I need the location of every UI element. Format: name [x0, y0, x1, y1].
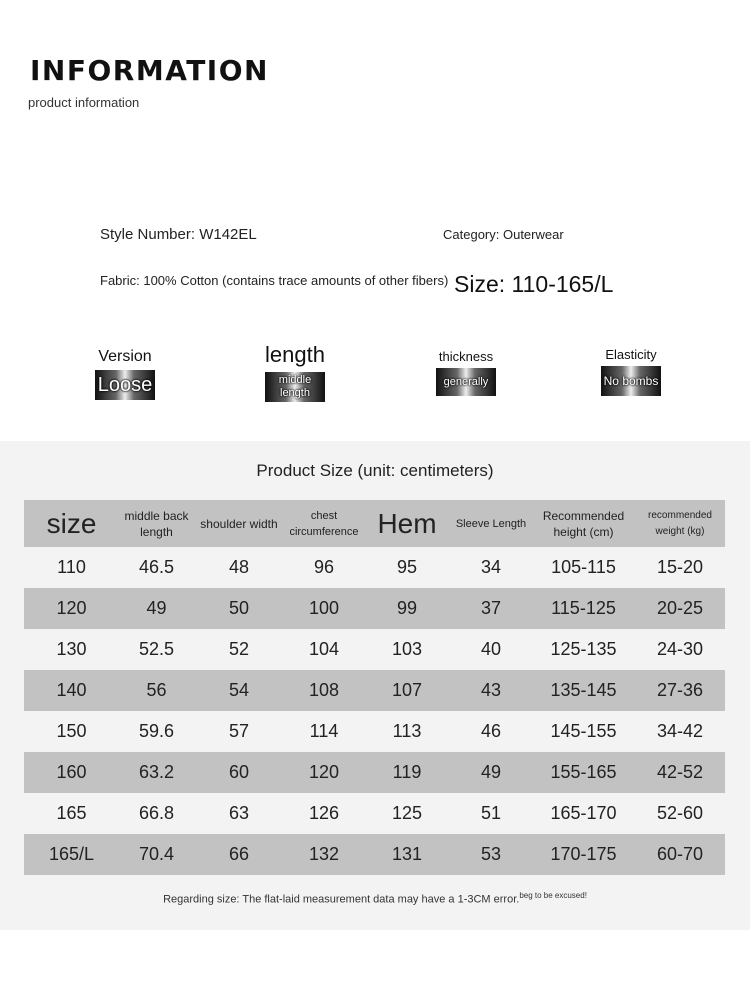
- table-cell: 53: [450, 834, 532, 875]
- table-cell: 120: [24, 588, 119, 629]
- table-cell: 110: [24, 547, 119, 588]
- table-cell: 131: [364, 834, 450, 875]
- style-number: Style Number: W142EL: [100, 226, 257, 243]
- footnote-suffix: beg to be excused!: [519, 891, 587, 900]
- table-cell: 49: [450, 752, 532, 793]
- column-header: Sleeve Length: [450, 500, 532, 547]
- table-cell: 135-145: [532, 670, 635, 711]
- column-header: shoulder width: [194, 500, 284, 547]
- table-cell: 150: [24, 711, 119, 752]
- footnote-text: Regarding size: The flat-laid measurement data may have a 1-3CM error.: [163, 893, 520, 906]
- table-cell: 115-125: [532, 588, 635, 629]
- attribute-label: Version: [98, 348, 152, 365]
- table-cell: 155-165: [532, 752, 635, 793]
- column-header: Hem: [364, 500, 450, 547]
- table-cell: 140: [24, 670, 119, 711]
- attribute-version: [65, 348, 185, 400]
- table-cell: 48: [194, 547, 284, 588]
- attribute-label: length: [265, 342, 325, 367]
- table-cell: 34-42: [635, 711, 725, 752]
- table-row: [24, 834, 725, 875]
- attribute-value: Loose: [95, 370, 155, 400]
- category: Category: Outerwear: [443, 227, 564, 242]
- table-cell: 66: [194, 834, 284, 875]
- table-cell: 99: [364, 588, 450, 629]
- table-cell: 70.4: [119, 834, 194, 875]
- table-header-row: [24, 500, 725, 547]
- size-footnote: [0, 891, 750, 906]
- table-cell: 96: [284, 547, 364, 588]
- table-cell: 170-175: [532, 834, 635, 875]
- attribute-elasticity: [571, 347, 691, 396]
- table-cell: 60-70: [635, 834, 725, 875]
- table-cell: 130: [24, 629, 119, 670]
- table-cell: 125-135: [532, 629, 635, 670]
- table-cell: 37: [450, 588, 532, 629]
- table-cell: 119: [364, 752, 450, 793]
- page-title: INFORMATION: [30, 54, 269, 87]
- table-cell: 34: [450, 547, 532, 588]
- table-cell: 46: [450, 711, 532, 752]
- table-cell: 108: [284, 670, 364, 711]
- column-header: chest circumference: [284, 500, 364, 547]
- table-cell: 104: [284, 629, 364, 670]
- fabric: Fabric: 100% Cotton (contains trace amounts of other fibers): [100, 273, 449, 288]
- table-row: [24, 752, 725, 793]
- table-cell: 49: [119, 588, 194, 629]
- column-header: middle back length: [119, 500, 194, 547]
- table-cell: 24-30: [635, 629, 725, 670]
- table-row: [24, 793, 725, 834]
- table-cell: 27-36: [635, 670, 725, 711]
- attribute-label: Elasticity: [605, 347, 657, 362]
- table-row: [24, 711, 725, 752]
- table-cell: 46.5: [119, 547, 194, 588]
- table-cell: 51: [450, 793, 532, 834]
- table-cell: 15-20: [635, 547, 725, 588]
- attribute-value: generally: [436, 368, 496, 396]
- table-cell: 57: [194, 711, 284, 752]
- table-cell: 59.6: [119, 711, 194, 752]
- table-cell: 165-170: [532, 793, 635, 834]
- table-row: [24, 588, 725, 629]
- size-range: Size: 110-165/L: [454, 271, 614, 297]
- table-cell: 103: [364, 629, 450, 670]
- attribute-label: thickness: [438, 349, 494, 364]
- table-cell: 42-52: [635, 752, 725, 793]
- attribute-value: middle length: [265, 372, 325, 402]
- table-cell: 54: [194, 670, 284, 711]
- table-cell: 66.8: [119, 793, 194, 834]
- table-cell: 63: [194, 793, 284, 834]
- table-cell: 95: [364, 547, 450, 588]
- column-header: size: [24, 500, 119, 547]
- table-cell: 20-25: [635, 588, 725, 629]
- table-cell: 63.2: [119, 752, 194, 793]
- table-cell: 132: [284, 834, 364, 875]
- table-row: [24, 629, 725, 670]
- table-cell: 113: [364, 711, 450, 752]
- table-cell: 165: [24, 793, 119, 834]
- table-cell: 40: [450, 629, 532, 670]
- table-cell: 125: [364, 793, 450, 834]
- attribute-length: [235, 342, 355, 402]
- size-table: [24, 500, 725, 875]
- table-cell: 105-115: [532, 547, 635, 588]
- table-cell: 52.5: [119, 629, 194, 670]
- table-cell: 100: [284, 588, 364, 629]
- table-cell: 126: [284, 793, 364, 834]
- table-cell: 52-60: [635, 793, 725, 834]
- table-cell: 50: [194, 588, 284, 629]
- table-cell: 52: [194, 629, 284, 670]
- column-header: recommended weight (kg): [635, 500, 725, 547]
- table-row: [24, 670, 725, 711]
- table-row: [24, 547, 725, 588]
- table-cell: 60: [194, 752, 284, 793]
- table-cell: 107: [364, 670, 450, 711]
- table-cell: 120: [284, 752, 364, 793]
- size-table-title: Product Size (unit: centimeters): [256, 461, 494, 480]
- attribute-value: No bombs: [601, 366, 661, 396]
- table-cell: 56: [119, 670, 194, 711]
- attribute-thickness: [406, 349, 526, 396]
- table-cell: 43: [450, 670, 532, 711]
- table-cell: 165/L: [24, 834, 119, 875]
- page-subtitle: product information: [28, 95, 140, 110]
- table-cell: 114: [284, 711, 364, 752]
- table-cell: 160: [24, 752, 119, 793]
- table-cell: 145-155: [532, 711, 635, 752]
- column-header: Recommended height (cm): [532, 500, 635, 547]
